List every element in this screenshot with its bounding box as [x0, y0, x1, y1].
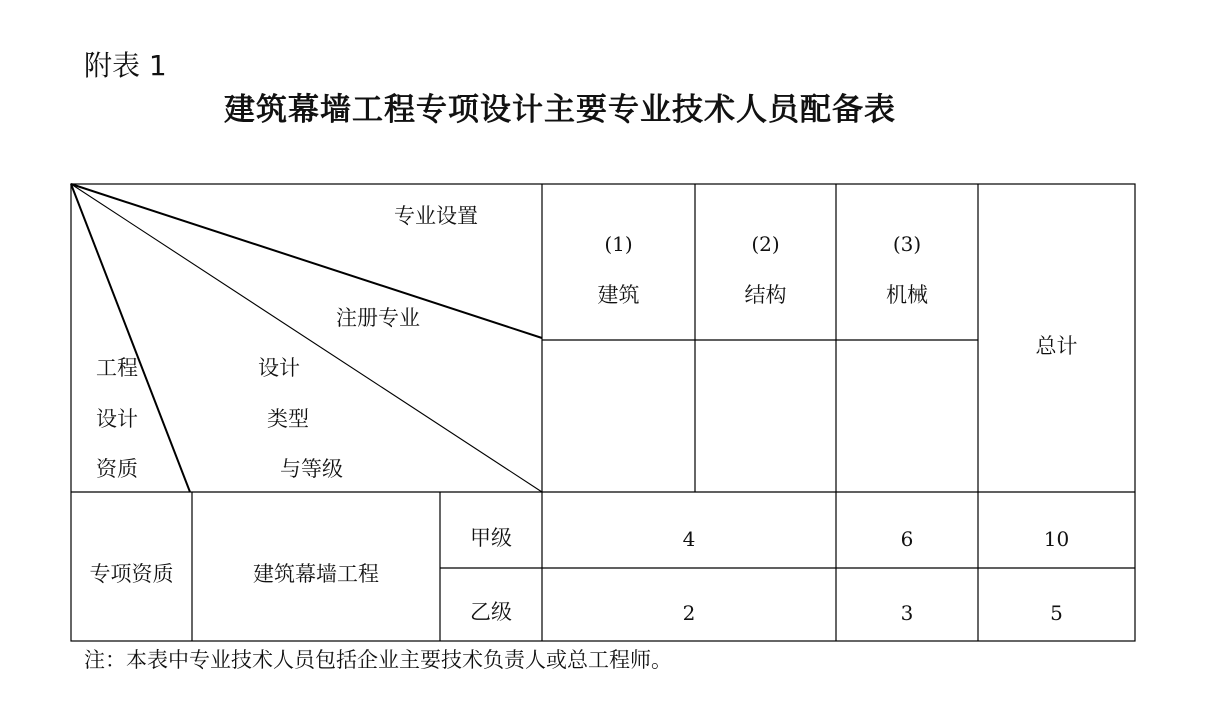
- page-title: 建筑幕墙工程专项设计主要专业技术人员配备表: [224, 92, 896, 128]
- diag-design-type-2: 类型: [267, 407, 309, 431]
- column-name-architecture: 建筑: [597, 283, 640, 307]
- column-index-2: (2): [751, 232, 780, 256]
- column-index-3: (3): [892, 232, 922, 256]
- diag-qualification-1: 工程: [96, 356, 138, 380]
- diag-profession-setting: 专业设置: [394, 204, 478, 228]
- total-cell-a: 10: [1043, 527, 1070, 551]
- arch-struct-cell-b: 2: [682, 601, 696, 625]
- total-cell-b: 5: [1050, 601, 1063, 625]
- project-cell: 建筑幕墙工程: [253, 562, 379, 586]
- diag-qualification-3: 资质: [96, 457, 138, 481]
- mech-cell-b: 3: [900, 601, 914, 625]
- arch-struct-cell-a: 4: [682, 527, 696, 551]
- grade-cell-a: 甲级: [470, 526, 512, 550]
- annex-label: 附表 1: [84, 49, 167, 82]
- table-note: 注：本表中专业技术人员包括企业主要技术负责人或总工程师。: [84, 648, 672, 672]
- column-index-1: (1): [604, 232, 633, 256]
- diag-qualification-2: 设计: [96, 407, 138, 431]
- grade-cell-b: 乙级: [470, 600, 512, 624]
- diag-design-type-3: 与等级: [280, 457, 343, 481]
- column-total-header: 总计: [1035, 334, 1078, 358]
- column-name-structure: 结构: [744, 283, 787, 307]
- column-name-mechanical: 机械: [886, 283, 928, 307]
- mech-cell-a: 6: [900, 527, 914, 551]
- diag-registered-profession: 注册专业: [336, 306, 420, 330]
- diag-design-type-1: 设计: [258, 356, 300, 380]
- qualification-cell: 专项资质: [89, 562, 174, 586]
